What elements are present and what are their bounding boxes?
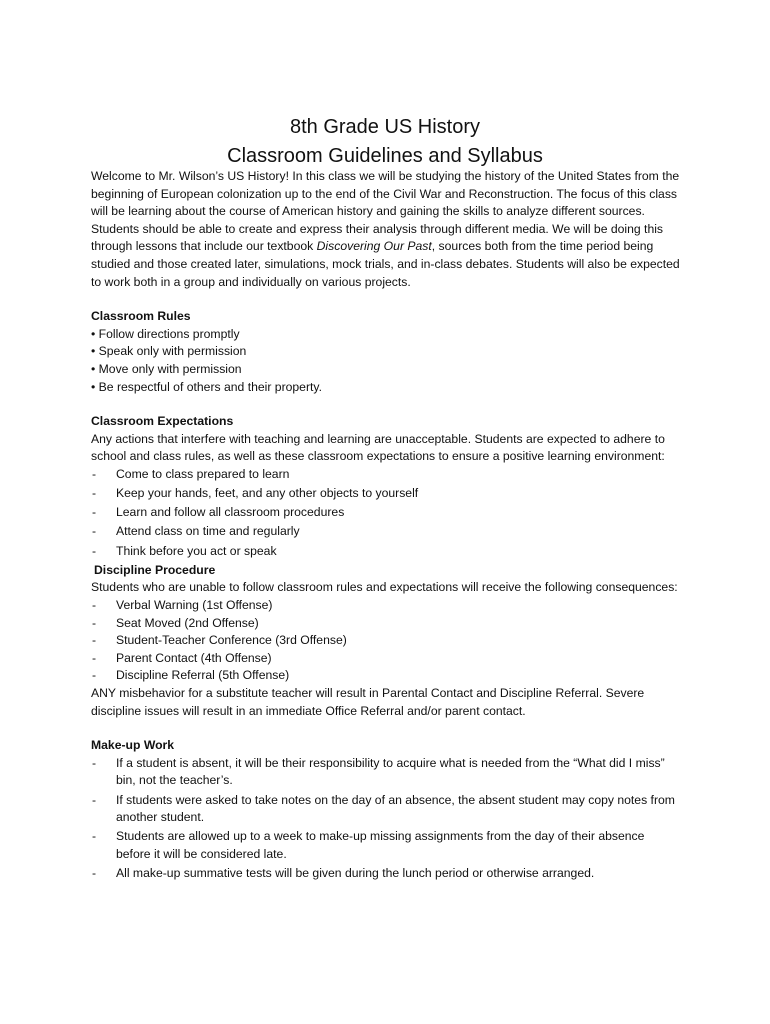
- intro-paragraph: [91, 168, 681, 291]
- list-item-text: All make-up summative tests will be given during the lunch period or otherwise arranged.: [116, 866, 595, 881]
- list-item: [91, 632, 681, 650]
- list-item: [91, 597, 681, 615]
- list-item-text: Think before you act or speak: [116, 543, 277, 558]
- discipline-note: ANY misbehavior for a substitute teacher will result in Parental Contact and Discipline Referral. Severe discipline issues will result in an immediate Office Referral and/or parent contact.: [91, 686, 645, 718]
- dash-marker: -: [92, 829, 97, 844]
- makeup-list: [91, 755, 681, 883]
- list-item-text: Attend class on time and regularly: [116, 524, 300, 539]
- list-item-text: If a student is absent, it will be their responsibility to acquire what is needed from the “What did I miss” bin, not the teacher’s.: [116, 755, 665, 788]
- textbook-title: Discovering Our Past: [316, 239, 432, 254]
- dash-marker: -: [92, 792, 97, 807]
- page-title: 8th Grade US History: [289, 116, 481, 138]
- list-item: • Speak only with permission: [91, 344, 247, 359]
- list-item: [91, 615, 681, 633]
- spacer: [91, 291, 681, 308]
- intro-text-start: Welcome to Mr. Wilson’s US History! In this class we will be studying the history of the United States from the beginning of European colonization up to the end of the Civil War and Reconstruction. The focus of this class will be learning about the course of American history and gaining the skills to analyze different sources. Students should be able to create and express their analysis through different media. We will be doing this through lessons that include our textbook: [91, 169, 680, 254]
- dash-marker: -: [92, 466, 97, 481]
- list-item-text: Student-Teacher Conference (3rd Offense): [116, 633, 347, 648]
- list-item: [91, 650, 681, 668]
- list-item: [91, 792, 681, 827]
- list-item-text: Discipline Referral (5th Offense): [116, 668, 290, 683]
- rules-heading: Classroom Rules: [91, 309, 191, 324]
- list-item: • Move only with permission: [91, 361, 242, 376]
- expectations-intro: Any actions that interfere with teaching and learning are unacceptable. Students are expected to adhere to school and class rules, as well as these classroom expectations to ensure a positive learning environment:: [91, 431, 665, 464]
- dash-marker: -: [92, 543, 97, 558]
- document-body: [91, 168, 681, 884]
- list-item: [91, 667, 681, 685]
- dash-marker: -: [92, 615, 97, 630]
- list-item: [91, 865, 681, 883]
- list-item-text: Seat Moved (2nd Offense): [116, 615, 259, 630]
- list-item: [91, 523, 681, 541]
- dash-marker: -: [92, 755, 97, 770]
- title-block: [0, 113, 770, 171]
- dash-marker: -: [92, 633, 97, 648]
- list-item: [91, 755, 681, 790]
- intro-text-end: , sources both from the time period being studied and those created later, simulations, mock trials, and in-class debates. Students will also be expected to work both in a group and individually on various projects.: [91, 239, 680, 289]
- makeup-heading: Make-up Work: [91, 738, 175, 753]
- rules-list: [91, 326, 681, 396]
- list-item: • Be respectful of others and their property.: [91, 379, 322, 394]
- spacer: [91, 720, 681, 737]
- discipline-heading: Discipline Procedure: [94, 562, 216, 577]
- list-item-text: Verbal Warning (1st Offense): [116, 598, 273, 613]
- list-item: [91, 828, 681, 863]
- list-item-text: Parent Contact (4th Offense): [116, 650, 272, 665]
- expectations-list: [91, 466, 681, 560]
- list-item: [91, 504, 681, 522]
- dash-marker: -: [92, 486, 97, 501]
- page-subtitle: Classroom Guidelines and Syllabus: [227, 145, 543, 167]
- discipline-list: [91, 597, 681, 685]
- dash-marker: -: [92, 668, 97, 683]
- list-item-text: Keep your hands, feet, and any other objects to yourself: [116, 486, 419, 501]
- list-item-text: Students are allowed up to a week to make-up missing assignments from the day of their absence before it will be considered late.: [116, 829, 645, 861]
- dash-marker: -: [92, 524, 97, 539]
- list-item-text: Learn and follow all classroom procedures: [116, 505, 345, 520]
- list-item-text: Come to class prepared to learn: [116, 466, 290, 481]
- spacer: [91, 396, 681, 413]
- dash-marker: -: [92, 650, 97, 665]
- dash-marker: -: [92, 505, 97, 520]
- discipline-intro: Students who are unable to follow classroom rules and expectations will receive the following consequences:: [91, 580, 678, 595]
- list-item: • Follow directions promptly: [91, 326, 240, 341]
- expectations-heading: Classroom Expectations: [91, 414, 234, 429]
- list-item: [91, 543, 681, 561]
- dash-marker: -: [92, 866, 97, 881]
- dash-marker: -: [92, 598, 97, 613]
- list-item-text: If students were asked to take notes on the day of an absence, the absent student may copy notes from another student.: [116, 792, 675, 825]
- list-item: [91, 466, 681, 484]
- list-item: [91, 485, 681, 503]
